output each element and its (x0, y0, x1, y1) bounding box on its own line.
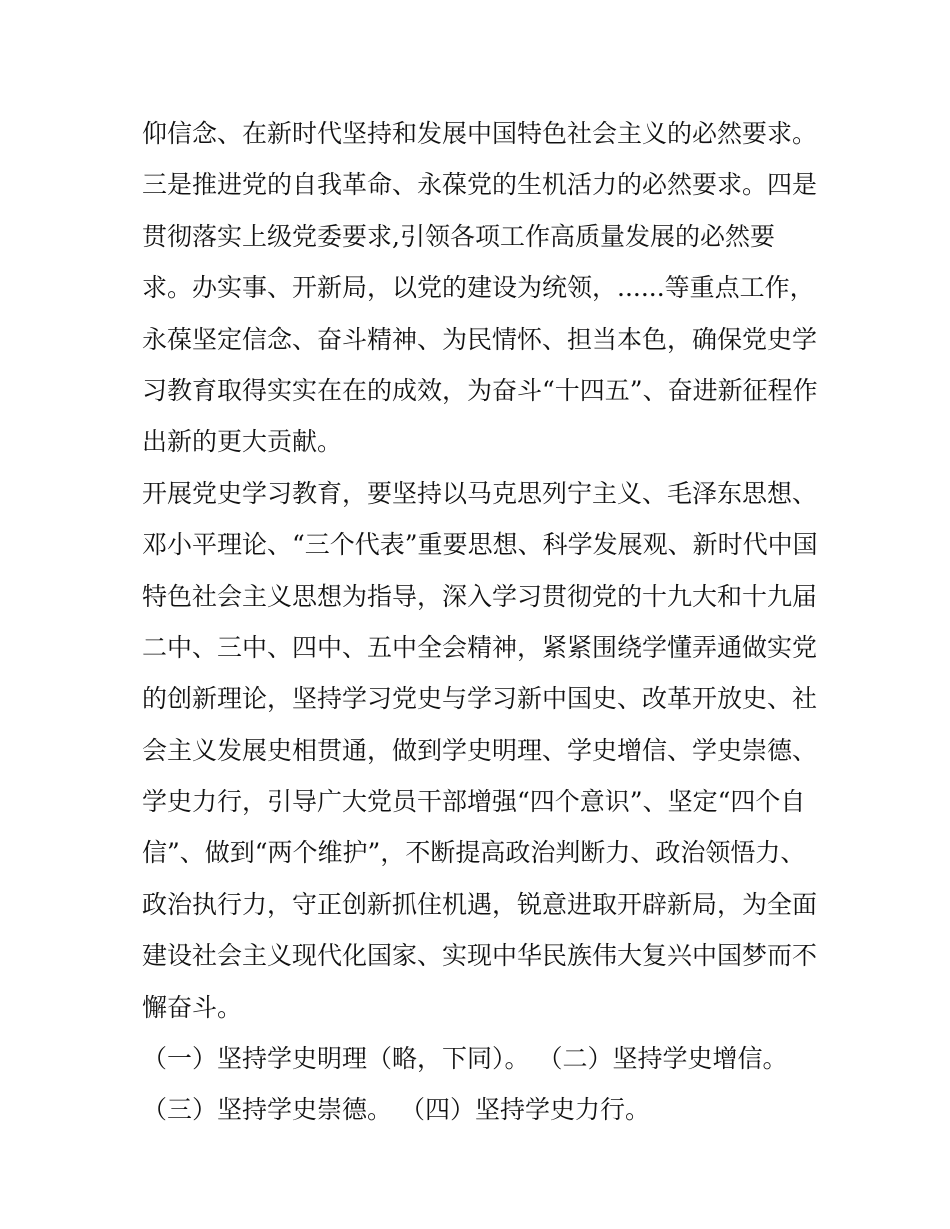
body-text (142, 108, 822, 1136)
text-line: 学史力行，引导广大党员干部增强“四个意识”、坚定“四个自 (142, 787, 806, 817)
text-line: 贯彻落实上级党委要求,引领各项工作高质量发展的必然要 (142, 221, 775, 251)
text-line: 会主义发展史相贯通，做到学史明理、学史增信、学史崇德、 (142, 735, 818, 765)
text-line: 三是推进党的自我革命、永葆党的生机活力的必然要求。四是 (142, 170, 818, 200)
text-line: 二中、三中、四中、五中全会精神，紧紧围绕学懂弄通做实党 (142, 632, 818, 662)
text-line: 特色社会主义思想为指导，深入学习贯彻党的十九大和十九届 (142, 581, 818, 611)
text-line: 习教育取得实实在在的成效，为奋斗“十四五”、奋进新征程作 (142, 375, 818, 405)
text-line: （一）坚持学史明理（略，下同）。 （二）坚持学史增信。 (142, 1044, 788, 1074)
text-line: 求。办实事、开新局，以党的建设为统领，......等重点工作， (142, 273, 815, 303)
text-line: 的创新理论，坚持学习党史与学习新中国史、改革开放史、社 (142, 684, 818, 714)
text-line: 仰信念、在新时代坚持和发展中国特色社会主义的必然要求。 (142, 119, 818, 148)
text-line: 出新的更大贡献。 (142, 427, 343, 457)
text-line: 永葆坚定信念、奋斗精神、为民情怀、担当本色，确保党史学 (142, 324, 818, 354)
text-line: 开展党史学习教育，要坚持以马克思列宁主义、毛泽东思想、 (142, 478, 818, 508)
text-line: 建设社会主义现代化国家、实现中华民族伟大复兴中国梦而不 (142, 941, 818, 971)
text-line: （三）坚持学史崇德。 （四）坚持学史力行。 (142, 1095, 650, 1125)
text-line: 政治执行力，守正创新抓住机遇，锐意进取开辟新局，为全面 (142, 889, 818, 919)
text-line: 邓小平理论、“三个代表”重要思想、科学发展观、新时代中国 (142, 530, 818, 560)
text-line: 懈奋斗。 (142, 992, 243, 1022)
text-line: 信”、做到“两个维护”，不断提高政治判断力、政治领悟力、 (142, 838, 806, 868)
